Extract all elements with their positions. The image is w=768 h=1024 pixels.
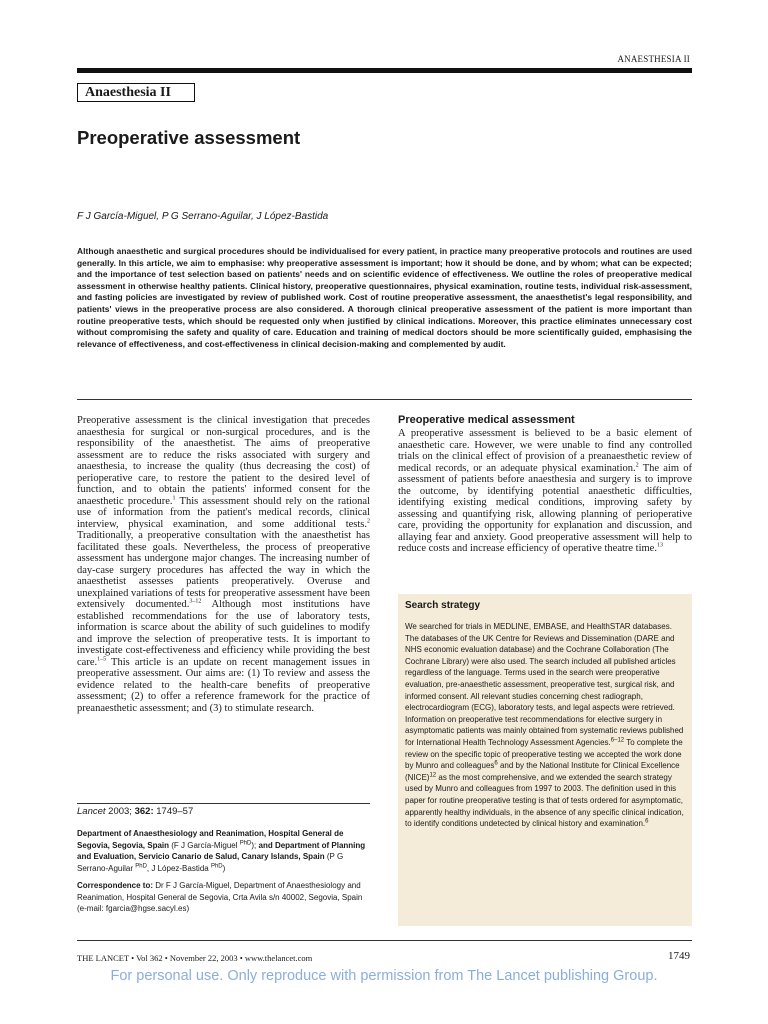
abstract: Although anaesthetic and surgical procedures should be individualised for every patient, in practice many preoperative protocols and routines are used generally. In this article, we aim to emphasise: why preoperative assessment is important; how it should be done, and by whom; what can be expected; and the importance of test selection based on patients' needs and on scientific evidence of effectiveness. We outline the roles of preoperative medical assessment in otherwise healthy patients. Clinical history, preoperative questionnaires, physical examination, routine tests, individual risk-assessment, and fasting policies are investigated by review of published work. Cost of routine preoperative assessment, the anaesthetist's legal responsibility, and patients' views in the preoperative process are also considered. A thorough clinical preoperative assessment of the patient is more important than routine preoperative tests, which should be requested only when justified by clinical indications. Moreover, this practice eliminates unnecessary cost without compromising the safety and quality of care. Education and training of medical doctors should be more scientifically guided, emphasising the relevance of effectiveness, and cost-effectiveness in clinical decision-making and complemented by audit. bbox=[77, 246, 692, 349]
abstract-divider bbox=[77, 399, 692, 400]
running-head: ANAESTHESIA II bbox=[617, 54, 690, 64]
article-authors: F J García-Miguel, P G Serrano-Aguilar, J López-Bastida bbox=[77, 211, 329, 222]
correspondence: Correspondence to: Dr F J García-Miguel, Department of Anaesthesiology and Reanimation, Hospital General de Segovia, Crta Avila s/n 40002, Segovia, Spain (e-mail: fgarcia@hgse.sacyl.es) bbox=[77, 881, 363, 913]
footer-journal-line: THE LANCET • Vol 362 • November 22, 2003 • www.thelancet.com bbox=[77, 953, 313, 963]
correspondence-email: (e-mail: fgarcia@hgse.sacyl.es) bbox=[77, 904, 190, 913]
medical-assessment-paragraph: A preoperative assessment is believed to be a basic element of anaesthetic care. However, we were unable to find any controlled trials on the clinical effect of provision of a preanaesthetic review of medical records, or an adequate physical examination.$^2$ The aim of assessment of patients before anaesthesia and surgery is to improve the outcome, by identifying potential anaesthetic difficulties, identifying existing medical conditions, improving safety by assessing and quantifying risk, allowing planning of perioperative care, providing the opportunity for explanation and discussion, and allaying fear and anxiety. Good preoperative assessment will help to reduce costs and increase efficiency of operative theatre time.$^{13}$ bbox=[398, 428, 692, 554]
section-label: Anaesthesia II bbox=[77, 83, 195, 102]
article-title: Preoperative assessment bbox=[77, 127, 301, 148]
search-strategy-panel bbox=[398, 594, 692, 926]
search-strategy-text: We searched for trials in MEDLINE, EMBASE, and HealthSTAR databases. The databases of the UK Centre for Reviews and Dissemination (DARE and NHS economic evaluation database) and the Cochrane Collaboration (The Cochrane Library) were also used. The search included all published articles regardless of the language. Terms used in the search were preoperative evaluation, pre-anaesthetic assessment, preoperative test, surgical risk, and informed consent. All relevant studies concerning chest radiograph, electrocardiogram (ECG), laboratory tests, and legal aspects were retrieved. Information on preoperative test recommendations for elective surgery in asymptomatic patients was mainly obtained from systematic reviews published for International Health Technology Assessment Agencies.$^{6-12}$ To complete the review on the specific topic of preoperative testing we accepted the work done by Munro and colleagues$^6$ and by the National Institute for Clinical Excellence (NICE)$^{12}$ as the most comprehensive, and we extended the search strategy used by Munro and colleagues from 1997 to 2003. The definition used in this paper for routine preoperative testing is that of tests ordered for asymptomatic, apparently healthy individuals, in the absence of any specific clinical indication, to identify conditions undetected by clinical history and examination.$^6$ bbox=[405, 622, 684, 829]
watermark: For personal use. Only reproduce with permission from The Lancet publishing Group. bbox=[110, 968, 658, 984]
search-strategy-heading: Search strategy bbox=[405, 600, 481, 611]
citation-divider bbox=[77, 803, 370, 804]
top-rule bbox=[77, 68, 692, 73]
section-heading-preoperative-medical-assessment: Preoperative medical assessment bbox=[398, 414, 575, 426]
intro-paragraph: Preoperative assessment is the clinical investigation that precedes anaesthesia for surgical or non-surgical procedures, and is the responsibility of the anaesthetist. The aims of preoperative assessment are to reduce the risks associated with surgery and anaesthesia, to increase the quality (thus decreasing the cost) of perioperative care, to restore the patient to the desired level of function, and to obtain the patients' informed consent for the anaesthetic procedure.$^1$ This assessment should rely on the rational use of information from the patient's medical records, clinical interview, physical examination, and some additional tests.$^2$ Traditionally, a preoperative consultation with the anaesthetist has facilitated these goals. Nevertheless, the process of preoperative assessment has undergone major changes. The increasing number of day-case surgery procedures has affected the way in which the anaesthetist assesses patients preoperatively. Overuse and unexplained variations of tests for preoperative assessment have been extensively documented.$^{3-12}$ Although most institutions have established recommendations for the use of laboratory tests, information is scarce about the ability of such guidelines to modify and improve the selection of preoperative tests. It is important to investigate cost-effectiveness and efficiency while providing the best care.$^{1-5}$ This article is an update on recent management issues in preoperative assessment. Our aims are: (1) To review and assess the evidence related to the health-care benefits of preoperative assessment; (2) to offer a reference framework for the practice of preanaesthetic assessment; and (3) to stimulate research. bbox=[77, 415, 370, 714]
affiliations: Department of Anaesthesiology and Reanimation, Hospital General de Segovia, Segovia, Spain (F J García-Miguel $^{PhD}$); and Department of Planning and Evaluation, Servicio Canario de Salud, Canary Islands, Spain (P G Serrano-Aguilar $^{PhD}$, J López-Bastida $^{PhD}$) bbox=[77, 829, 366, 873]
page-number: 1749 bbox=[668, 950, 690, 962]
citation: Lancet 2003; 362: 1749–57 bbox=[77, 806, 194, 817]
footer-rule bbox=[77, 940, 692, 941]
